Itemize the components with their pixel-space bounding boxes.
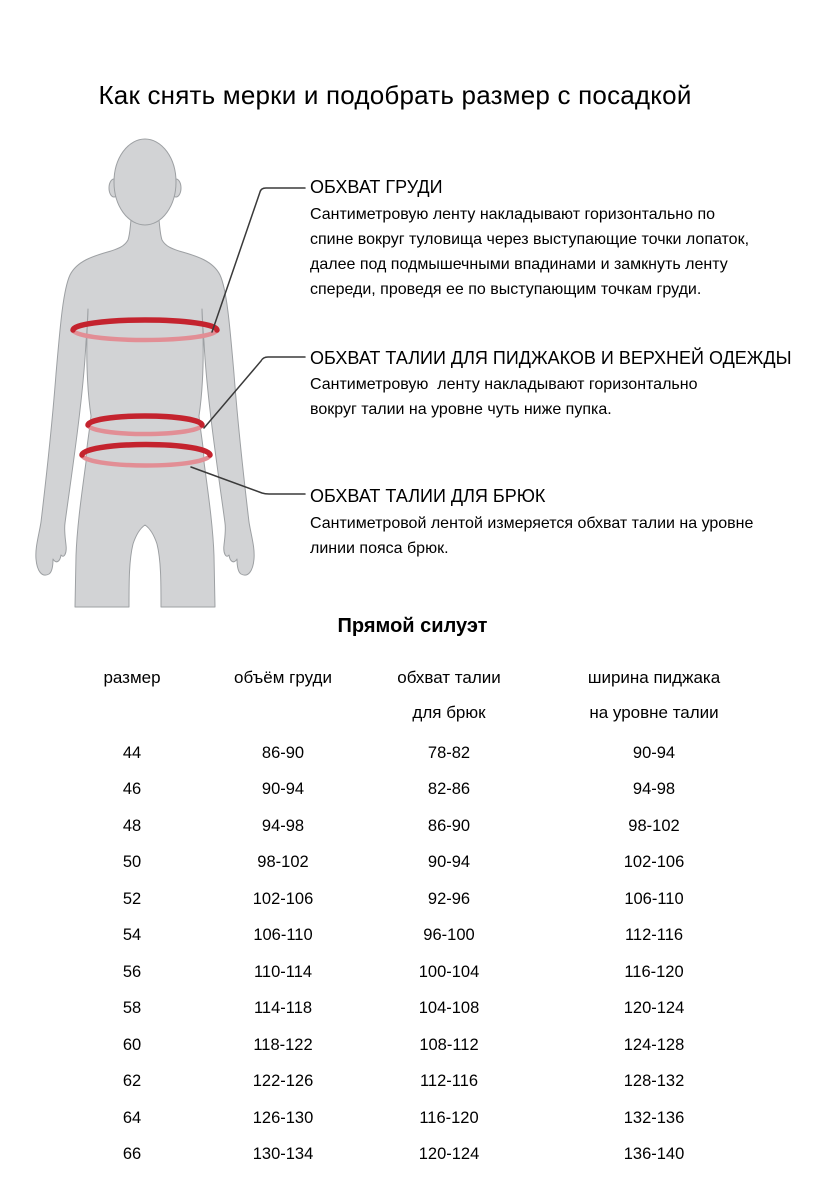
- table-cell: 126-130: [252, 1108, 314, 1127]
- column-header-jacket-width: ширина пиджака: [587, 668, 721, 687]
- table-row: [80, 1100, 792, 1137]
- table-cell: 130-134: [252, 1145, 314, 1164]
- table-cell: 128-132: [623, 1072, 685, 1091]
- table-header-row-2: [80, 703, 792, 723]
- table-row: [80, 845, 792, 882]
- table-cell: 116-120: [624, 962, 684, 981]
- table-cell: 82-86: [427, 780, 471, 799]
- column-header-size: размер: [103, 668, 161, 687]
- table-cell: 86-90: [427, 816, 471, 835]
- section-text-line: спине вокруг туловища через выступающие точки лопаток,: [310, 231, 750, 248]
- table-cell: 54: [122, 926, 142, 945]
- table-cell: 120-124: [418, 1145, 480, 1164]
- page-title: Как снять мерки и подобрать размер с посадкой: [98, 80, 692, 110]
- table-row: [80, 808, 792, 845]
- table-cell: 120-124: [623, 999, 685, 1018]
- table-cell: 78-82: [427, 743, 471, 762]
- table-cell: 94-98: [261, 816, 305, 835]
- table-cell: 66: [122, 1145, 142, 1164]
- table-cell: 108-112: [419, 1035, 479, 1054]
- table-cell: 112-116: [624, 926, 684, 945]
- table-row: [80, 881, 792, 918]
- table-cell: 50: [122, 853, 142, 872]
- column-header-waist-line2: для брюк: [412, 703, 486, 722]
- table-header-row-1: [80, 668, 792, 688]
- section-body-waist-trousers: [310, 511, 753, 561]
- section-text-line: Сантиметровой лентой измеряется обхват талии на уровне: [310, 515, 754, 532]
- column-header-jacket-width-line2: на уровне талии: [589, 703, 719, 722]
- section-text-line: спереди, проведя ее по выступающим точкам груди.: [310, 281, 702, 298]
- table-cell: 100-104: [418, 962, 480, 981]
- table-cell: 60: [122, 1035, 142, 1054]
- table-cell: 98-102: [257, 853, 309, 872]
- table-cell: 58: [122, 999, 142, 1018]
- table-cell: 132-136: [623, 1108, 685, 1127]
- section-text-line: Сантиметровую ленту накладывают горизонтально по: [310, 206, 716, 223]
- table-cell: 102-106: [623, 853, 685, 872]
- table-cell: 118-122: [253, 1035, 313, 1054]
- table-cell: 44: [122, 743, 142, 762]
- table-cell: 90-94: [427, 853, 471, 872]
- section-body-chest: [310, 202, 749, 302]
- table-cell: 62: [122, 1072, 142, 1091]
- column-header-chest: объём груди: [234, 668, 332, 687]
- size-table-body: [80, 735, 792, 1173]
- table-row: [80, 1064, 792, 1101]
- table-cell: 122-126: [252, 1072, 314, 1091]
- table-cell: 92-96: [427, 889, 471, 908]
- silhouette-head: [114, 139, 176, 225]
- table-cell: 136-140: [623, 1145, 685, 1164]
- section-text-line: Сантиметровую ленту накладывают горизонтально: [310, 376, 698, 393]
- table-cell: 96-100: [423, 926, 475, 945]
- table-cell: 64: [122, 1108, 142, 1127]
- table-cell: 98-102: [628, 816, 680, 835]
- section-heading-waist-trousers: ОБХВАТ ТАЛИИ ДЛЯ БРЮК: [310, 486, 546, 506]
- table-cell: 124-128: [623, 1035, 685, 1054]
- section-heading-waist-jackets: ОБХВАТ ТАЛИИ ДЛЯ ПИДЖАКОВ И ВЕРХНЕЙ ОДЕЖДЫ: [310, 348, 792, 368]
- section-text-line: далее под подмышечными впадинами и замкнуть ленту: [310, 256, 728, 273]
- column-header-waist: обхват талии: [397, 668, 501, 687]
- table-row: [80, 918, 792, 955]
- section-heading-chest: ОБХВАТ ГРУДИ: [310, 177, 443, 197]
- table-cell: 46: [122, 780, 142, 799]
- table-cell: 52: [122, 889, 142, 908]
- section-text-line: линии пояса брюк.: [310, 540, 449, 557]
- column-header-chest-line2: [184, 703, 382, 723]
- table-row: [80, 954, 792, 991]
- table-row: [80, 991, 792, 1028]
- table-cell: 48: [122, 816, 142, 835]
- table-cell: 110-114: [253, 962, 313, 981]
- table-cell: 56: [122, 962, 142, 981]
- section-body-waist-jackets: [310, 372, 697, 422]
- table-row: [80, 735, 792, 772]
- table-row: [80, 1027, 792, 1064]
- table-row: [80, 772, 792, 809]
- table-cell: 90-94: [632, 743, 676, 762]
- body-silhouette-figure: [25, 128, 315, 608]
- table-cell: 90-94: [261, 780, 305, 799]
- table-cell: 114-118: [253, 999, 313, 1018]
- table-cell: 106-110: [253, 926, 313, 945]
- table-title: Прямой силуэт: [337, 615, 488, 637]
- table-cell: 104-108: [418, 999, 480, 1018]
- table-cell: 94-98: [632, 780, 676, 799]
- section-text-line: вокруг талии на уровне чуть ниже пупка.: [310, 401, 612, 418]
- table-cell: 112-116: [419, 1072, 479, 1091]
- column-header-size-line2: [80, 703, 184, 723]
- table-row: [80, 1137, 792, 1174]
- table-cell: 116-120: [419, 1108, 479, 1127]
- table-cell: 102-106: [252, 889, 314, 908]
- table-cell: 86-90: [261, 743, 305, 762]
- table-cell: 106-110: [624, 889, 684, 908]
